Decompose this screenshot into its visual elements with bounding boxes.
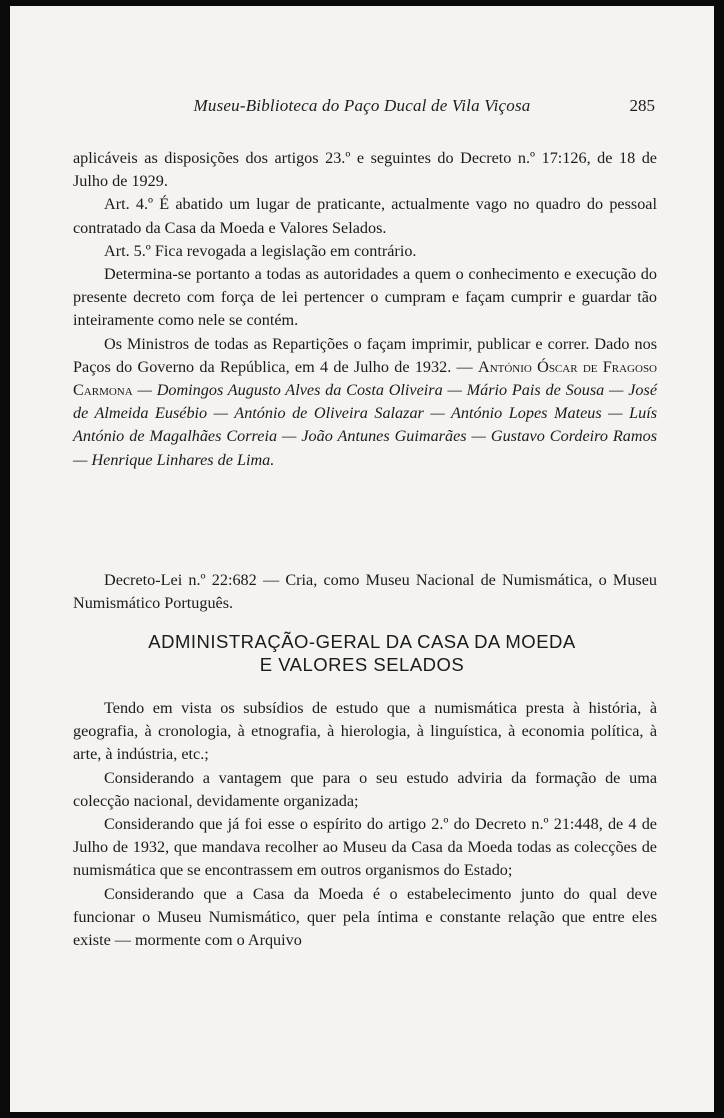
president-name: António Óscar de Fragoso Carmona (73, 357, 658, 400)
preamble-paragraph-3: Considerando que já foi esse o espírito do artigo 2.º do Decreto n.º 21:448, de 4 de Julho de 1932, que mandava recolher ao Museu da Casa da Moeda todas as colecções de numismática que se encontrassem em outros organismos do Estado; (73, 815, 657, 880)
article-4: Art. 4.º É abatido um lugar de praticante, actualmente vago no quadro do pessoal contratado da Casa da Moeda e Valores Selados. (73, 195, 657, 237)
minister-names: — Domingos Augusto Alves da Costa Oliveira — Mário Pais de Sousa — José de Almeida Eusébio — António de Oliveira Salazar — António Lopes Mateus — Luís António de Magalhães Correia — João Antunes Guimarães — Gustavo Cordeiro Ramos — Henrique Linhares de Lima. (73, 381, 657, 469)
paragraph-determina: Determina-se portanto a todas as autoridades a quem o conhecimento e execução do presente decreto com força de lei pertencer o cumpram e façam cumprir e guardar tão inteiramente como nele se contém. (73, 265, 657, 330)
preamble-paragraph-2: Considerando a vantagem que para o seu estudo adviria da formação de uma colecção nacional, devidamente organizada; (73, 768, 657, 810)
article-5: Art. 5.º Fica revogada a legislação em contrário. (104, 241, 417, 260)
preamble-paragraph-4: Considerando que a Casa da Moeda é o estabelecimento junto do qual deve funcionar o Museu Numismático, quer pela íntima e constante relação que entre eles existe — mormente com o Arquivo (73, 884, 657, 950)
heading-line-2: E VALORES SELADOS (259, 654, 465, 675)
section-heading (10, 630, 714, 676)
decree-summary-block (73, 569, 657, 615)
document-page (10, 6, 714, 1112)
preamble-paragraph-1: Tendo em vista os subsídios de estudo que a numismática presta à história, à geografia, à cronologia, à etnografia, à hierologia, à linguística, à economia política, à arte, à indústria, etc.; (73, 699, 657, 764)
page-number: 285 (629, 96, 655, 115)
running-header (10, 96, 714, 116)
preamble (73, 697, 657, 952)
paragraph-signatures (73, 333, 657, 472)
decree-continuation (73, 147, 657, 472)
closing-intro: Os Ministros de todas as Repartições o façam imprimir, publicar e correr. Dado nos Paços do Governo da República, em 4 de Julho de 1932. — (73, 334, 657, 376)
heading-line-1: ADMINISTRAÇÃO-GERAL DA CASA DA MOEDA (148, 631, 576, 652)
decree-summary: Decreto-Lei n.º 22:682 — Cria, como Museu Nacional de Numismática, o Museu Numismático Português. (73, 571, 657, 613)
header-title: Museu-Biblioteca do Paço Ducal de Vila Viçosa (193, 96, 531, 115)
paragraph-cont: aplicáveis as disposições dos artigos 23.º e seguintes do Decreto n.º 17:126, de 18 de Julho de 1929. (73, 149, 657, 191)
